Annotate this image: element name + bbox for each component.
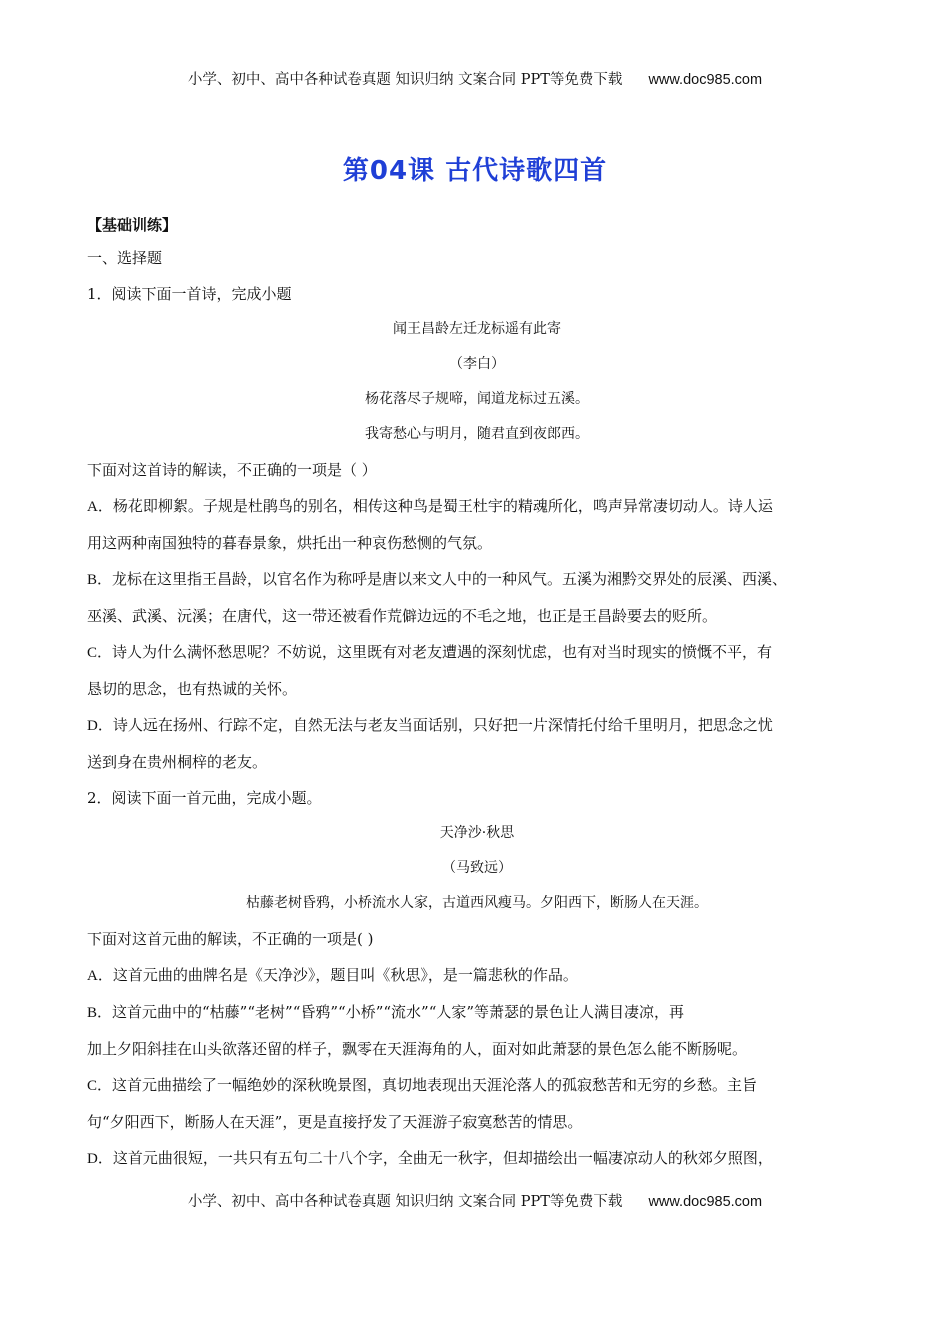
poem-line: 杨花落尽子规啼，闻道龙标过五溪。 — [365, 391, 589, 407]
option-d — [87, 1140, 867, 1177]
option-text: 送到身在贵州桐梓的老友。 — [87, 753, 268, 771]
option-text: 恳切的思念，也有热诚的关怀。 — [87, 680, 298, 698]
footer-text: 小学、初中、高中各种试卷真题 知识归纳 文案合同 PPT等免费下载 — [187, 1194, 623, 1210]
option-c — [87, 634, 867, 707]
option-d — [87, 707, 867, 780]
option-letter: D． — [87, 1151, 113, 1167]
option-text: 这首元曲的曲牌名是《天净沙》，题目叫《秋思》，是一篇悲秋的作品。 — [112, 966, 578, 984]
option-text: 诗人为什么满怀愁思呢？不妨说，这里既有对老友遭遇的深刻忧虑，也有对当时现实的愤慨不平，有 — [112, 643, 773, 661]
option-text: 加上夕阳斜挂在山头欲落还留的样子，飘零在天涯海角的人，面对如此萧瑟的景色怎么能不断肠呢。 — [87, 1040, 748, 1058]
question-stem: 1．阅读下面一首诗，完成小题 — [87, 285, 292, 303]
option-text: 这首元曲中的“枯藤”“老树”“昏鸦”“小桥”“流水”“人家”等萧瑟的景色让人满目凄凉，再 — [112, 1003, 685, 1021]
option-letter: A． — [87, 499, 113, 515]
header-text: 小学、初中、高中各种试卷真题 知识归纳 文案合同 PPT等免费下载 — [187, 72, 623, 88]
poem-block — [87, 816, 867, 921]
option-letter: C． — [87, 1078, 113, 1094]
option-text: 用这两种南国独特的暮春景象，烘托出一种哀伤愁恻的气氛。 — [87, 534, 493, 552]
footer-url: www.doc985.com — [648, 1194, 763, 1210]
poem-title: 闻王昌龄左迁龙标遥有此寄 — [393, 321, 561, 337]
option-text: 龙标在这里指王昌龄，以官名作为称呼是唐以来文人中的一种风气。五溪为湘黔交界处的辰溪、西溪、 — [112, 570, 788, 588]
question-1 — [87, 276, 867, 780]
option-text: 诗人远在扬州、行踪不定，自然无法与老友当面话别，只好把一片深情托付给千里明月，把思念之忧 — [112, 716, 773, 734]
poem-author: （李白） — [449, 356, 505, 372]
page-header — [0, 68, 950, 89]
question-2 — [87, 780, 867, 1177]
option-letter: D． — [87, 718, 113, 734]
option-text: 这首元曲很短，一共只有五句二十八个字，全曲无一秋字，但却描绘出一幅凄凉动人的秋郊夕照图， — [112, 1149, 773, 1167]
poem-line: 枯藤老树昏鸦，小桥流水人家，古道西风瘦马。夕阳西下，断肠人在天涯。 — [246, 895, 708, 911]
document-body — [87, 210, 867, 1177]
section-tag: 【基础训练】 — [87, 216, 178, 234]
option-b — [87, 561, 867, 634]
poem-block — [87, 312, 867, 452]
option-a — [87, 957, 867, 994]
poem-line: 我寄愁心与明月，随君直到夜郎西。 — [365, 426, 589, 442]
option-c — [87, 1067, 867, 1140]
question-stem: 2．阅读下面一首元曲，完成小题。 — [87, 789, 322, 807]
poem-author: （马致远） — [442, 860, 512, 876]
option-text: 巫溪、武溪、沅溪；在唐代，这一带还被看作荒僻边远的不毛之地，也正是王昌龄要去的贬所。 — [87, 607, 718, 625]
option-text: 杨花即柳絮。子规是杜鹃鸟的别名，相传这种鸟是蜀王杜宇的精魂所化，鸣声异常凄切动人。诗人运 — [112, 497, 773, 515]
option-b — [87, 994, 867, 1067]
question-prompt: 下面对这首诗的解读，不正确的一项是（ ） — [87, 461, 377, 479]
page-footer — [0, 1190, 950, 1211]
option-letter: C． — [87, 645, 113, 661]
option-text: 这首元曲描绘了一幅绝妙的深秋晚景图，真切地表现出天涯沦落人的孤寂愁苦和无穷的乡愁。主旨 — [112, 1076, 758, 1094]
part-heading: 一、选择题 — [87, 249, 163, 267]
option-letter: B． — [87, 1005, 113, 1021]
option-letter: B． — [87, 572, 113, 588]
page-title: 第04课 古代诗歌四首 — [342, 156, 608, 186]
option-letter: A． — [87, 968, 113, 984]
question-prompt: 下面对这首元曲的解读，不正确的一项是( ) — [87, 930, 374, 948]
header-url: www.doc985.com — [648, 72, 763, 88]
option-text: 句“夕阳西下，断肠人在天涯”，更是直接抒发了天涯游子寂寞愁苦的情思。 — [87, 1113, 583, 1131]
option-a — [87, 488, 867, 561]
poem-title: 天净沙·秋思 — [439, 825, 515, 841]
